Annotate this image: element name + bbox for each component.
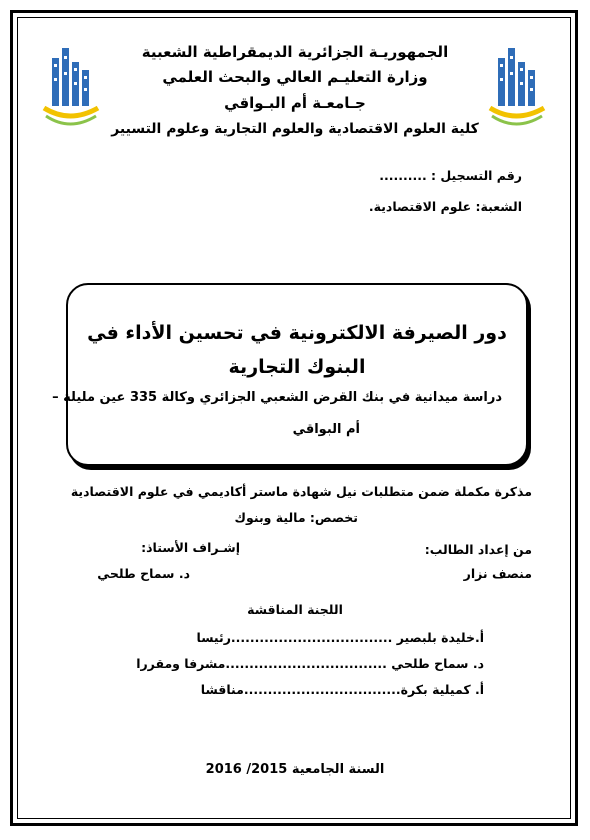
- university-name: جـامعـة أم البـواقي: [224, 94, 366, 112]
- ministry-name: وزارة التعليـم العالي والبحث العلمي: [162, 68, 428, 86]
- thesis-title-line1: دور الصيرفة الالكترونية في تحسين الأداء في: [87, 322, 507, 344]
- academic-year: السنة الجامعية 2015/ 2016: [205, 762, 385, 777]
- student-label: من إعداد الطالب:: [424, 542, 532, 557]
- university-logo-left: [38, 38, 104, 138]
- committee-member: د. سماح طلحي ..................................مشرفا ومقررا: [136, 656, 484, 671]
- university-logo-right: [484, 38, 550, 138]
- branch-label: الشعبة: علوم الاقتصادية.: [368, 199, 522, 214]
- faculty-name: كلية العلوم الاقتصادية والعلوم التجارية وعلوم التسيير: [111, 121, 479, 137]
- registration-number: رقم التسجيل : ..........: [379, 168, 522, 183]
- thesis-subtitle-line1: دراسة ميدانية في بنك القرض الشعبي الجزائري وكالة 335 عين مليلة –: [52, 390, 502, 405]
- specialty: تخصص: مالية وبنوك: [234, 510, 358, 525]
- supervisor-name: د. سماح طلحي: [97, 566, 190, 581]
- committee-member: أ.خليدة بلبصير ..................................رئيسا: [196, 630, 484, 645]
- student-name: منصف نزار: [463, 566, 532, 581]
- thesis-subtitle-line2: أم البواقي: [292, 422, 360, 437]
- republic-name: الجمهوريـة الجزائرية الديمقراطية الشعبية: [141, 43, 449, 61]
- thesis-title-line2: البنوك التجارية: [228, 356, 366, 378]
- committee-heading: اللجنة المناقشة: [247, 602, 343, 617]
- thesis-description: مذكرة مكملة ضمن متطلبات نيل شهادة ماستر أكاديمي في علوم الاقتصادية: [70, 484, 532, 499]
- committee-member: أ. كميلية بكرة.................................مناقشا: [200, 682, 484, 697]
- supervisor-label: إشـراف الأستاذ:: [141, 540, 240, 555]
